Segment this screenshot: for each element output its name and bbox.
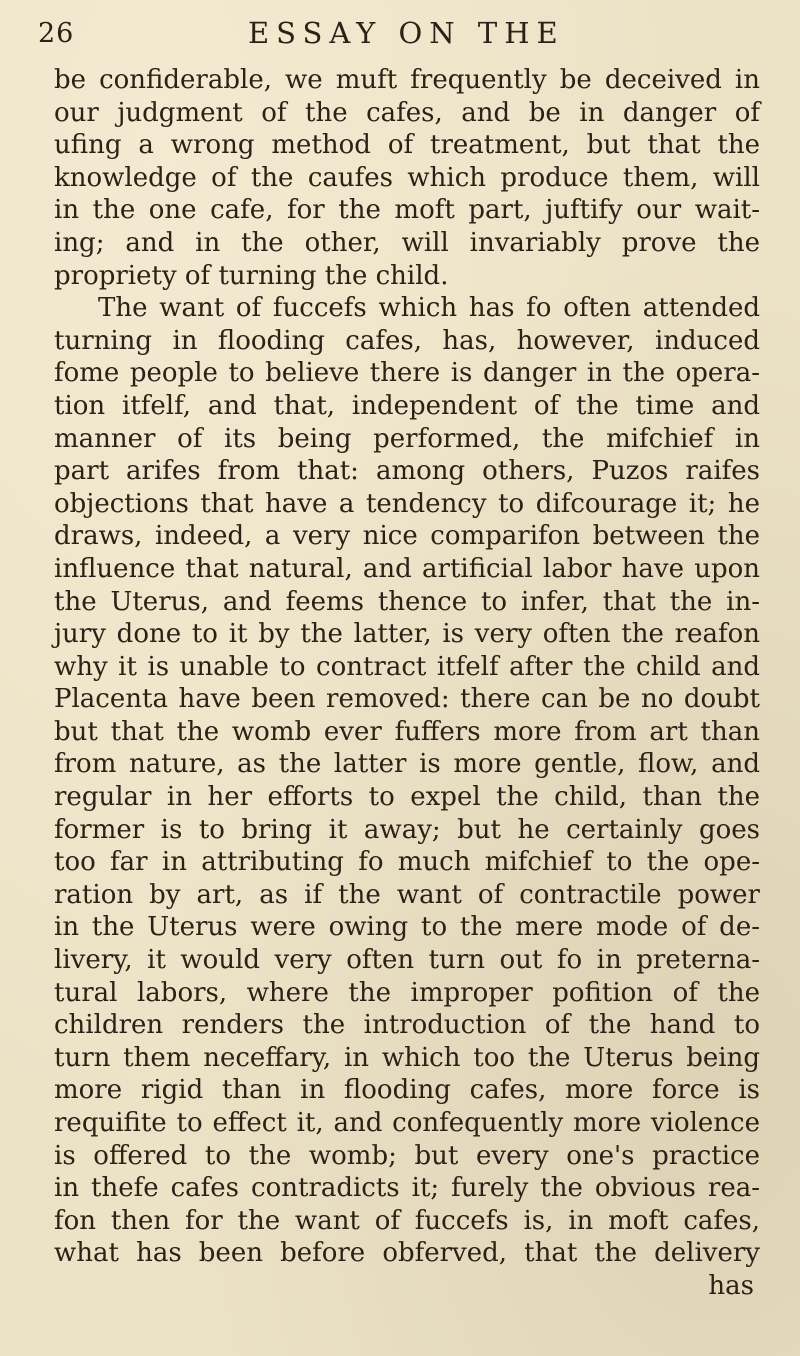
page-header — [38, 12, 758, 60]
page-number: 26 — [38, 18, 75, 49]
text-line: but that the womb ever fuffers more from art than — [54, 716, 760, 747]
text-line: livery, it would very often turn out fo in preterna- — [54, 945, 760, 976]
text-line: ufing a wrong method of treatment, but that the — [54, 130, 760, 161]
text-line: jury done to it by the latter, is very often the reafon — [54, 619, 760, 650]
text-line: turning in flooding cafes, has, however, induced — [54, 325, 760, 356]
text-line: fome people to believe there is danger in the opera- — [54, 358, 760, 389]
text-line: tural labors, where the improper pofition of the — [54, 977, 760, 1008]
text-line: what has been before obferved, that the delivery — [54, 1238, 760, 1269]
text-line: requifite to effect it, and confequently more violence — [54, 1108, 760, 1138]
text-line: propriety of turning the child. — [54, 260, 449, 291]
text-line: more rigid than in flooding cafes, more force is — [54, 1075, 760, 1106]
text-line: draws, indeed, a very nice comparifon between the — [54, 521, 760, 552]
text-line: objections that have a tendency to difcourage it; he — [54, 488, 760, 519]
text-line: ration by art, as if the want of contractile power — [54, 879, 760, 910]
text-line: former is to bring it away; but he certainly goes — [54, 814, 760, 845]
text-line: from nature, as the latter is more gentle, flow, and — [54, 749, 760, 780]
text-line: why it is unable to contract itfelf after the child and — [54, 651, 760, 682]
text-line: part arifes from that: among others, Puzos raifes — [54, 456, 760, 487]
running-head: ESSAY ON THE — [248, 16, 565, 50]
text-line: knowledge of the caufes which produce them, will — [54, 162, 760, 193]
catchword: has — [708, 1270, 754, 1301]
text-line: our judgment of the cafes, and be in danger of — [54, 97, 760, 128]
text-line: turn them neceffary, in which too the Uterus being — [54, 1042, 760, 1073]
text-line: in thefe cafes contradicts it; furely the obvious rea- — [54, 1173, 760, 1204]
text-line: children renders the introduction of the hand to — [54, 1010, 760, 1041]
text-line: in the Uterus were owing to the mere mode of de- — [54, 912, 760, 943]
text-line: fon then for the want of fuccefs is, in moft cafes, — [54, 1205, 760, 1236]
text-line: the Uterus, and feems thence to infer, that the in- — [54, 586, 760, 617]
text-line: influence that natural, and artificial labor have upon — [54, 553, 760, 584]
text-line: regular in her efforts to expel the child, than the — [54, 782, 760, 813]
text-line: tion itfelf, and that, independent of the time and — [54, 390, 760, 421]
text-line: ing; and in the other, will invariably prove the — [54, 227, 760, 258]
body-text — [54, 64, 760, 1303]
text-line: too far in attributing fo much mifchief to the ope- — [54, 847, 760, 878]
paragraph-start-line: The want of fuccefs which has fo often attended — [98, 293, 760, 324]
text-line: Placenta have been removed: there can be no doubt — [54, 684, 760, 715]
text-line: manner of its being performed, the mifchief in — [54, 423, 760, 454]
text-line: in the one cafe, for the moft part, juftify our wait- — [54, 195, 760, 226]
text-line: be confiderable, we muft frequently be deceived in — [54, 65, 760, 95]
text-line: is offered to the womb; but every one's practice — [54, 1140, 760, 1171]
